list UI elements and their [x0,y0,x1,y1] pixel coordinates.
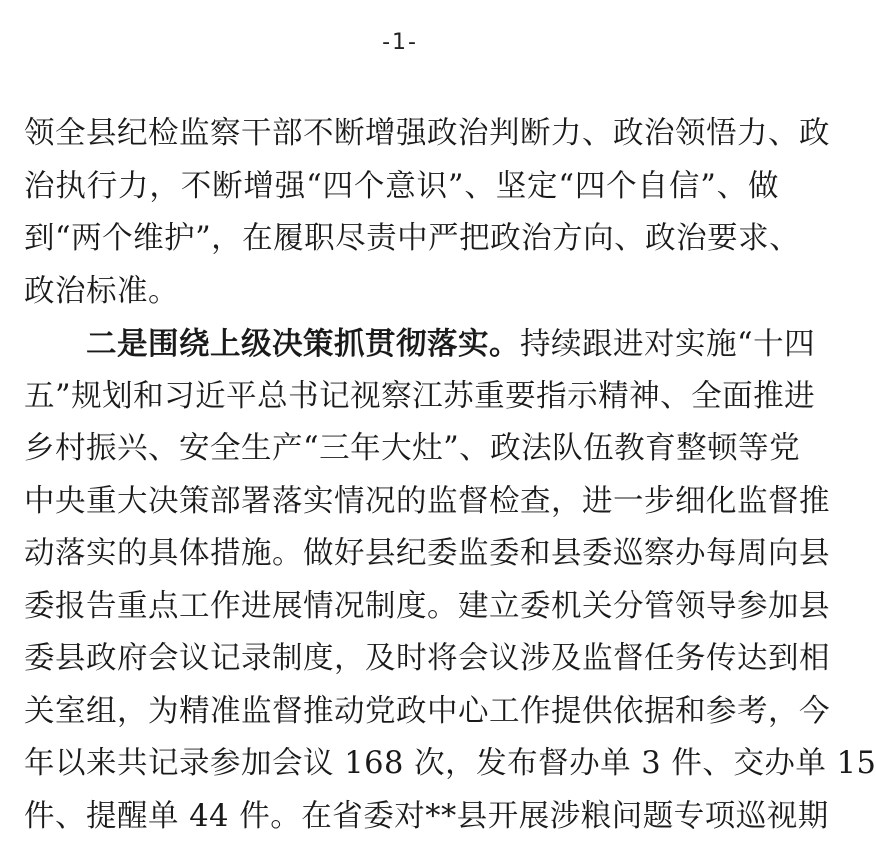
text-line: 委县政府会议记录制度，及时将会议涉及监督任务传达到相 [24,633,779,686]
text-line: 中央重大决策部署落实情况的监督检查，进一步细化监督推 [24,476,779,529]
text-line: 领全县纪检监察干部不断增强政治判断力、政治领悟力、政 [24,108,779,161]
text-line: 政治标准。 [24,266,779,319]
text-line: 委报告重点工作进展情况制度。建立委机关分管领导参加县 [24,581,779,634]
text-line: 到“两个维护”，在履职尽责中严把政治方向、政治要求、 [24,213,779,266]
paragraph-heading: 二是围绕上级决策抓贯彻落实。 [86,326,520,362]
text-line-first [24,318,779,371]
page-number: -1- [0,30,800,55]
text-line: 关室组，为精准监督推动党政中心工作提供依据和参考，今 [24,686,779,739]
paragraph-2 [24,318,779,843]
text-line: 乡村振兴、安全生产“三年大灶”、政法队伍教育整顿等党 [24,423,779,476]
text-run: 持续跟进对实施“十四 [520,327,815,362]
paragraph-1 [24,108,779,318]
document-body [24,108,779,843]
text-line: 动落实的具体措施。做好县纪委监委和县委巡察办每周向县 [24,528,779,581]
text-line: 治执行力，不断增强“四个意识”、坚定“四个自信”、做 [24,161,779,214]
text-line: 件、提醒单 44 件。在省委对**县开展涉粮问题专项巡视期 [24,791,779,843]
text-line: 五”规划和习近平总书记视察江苏重要指示精神、全面推进 [24,371,779,424]
text-line: 年以来共记录参加会议 168 次，发布督办单 3 件、交办单 15 [24,738,779,791]
